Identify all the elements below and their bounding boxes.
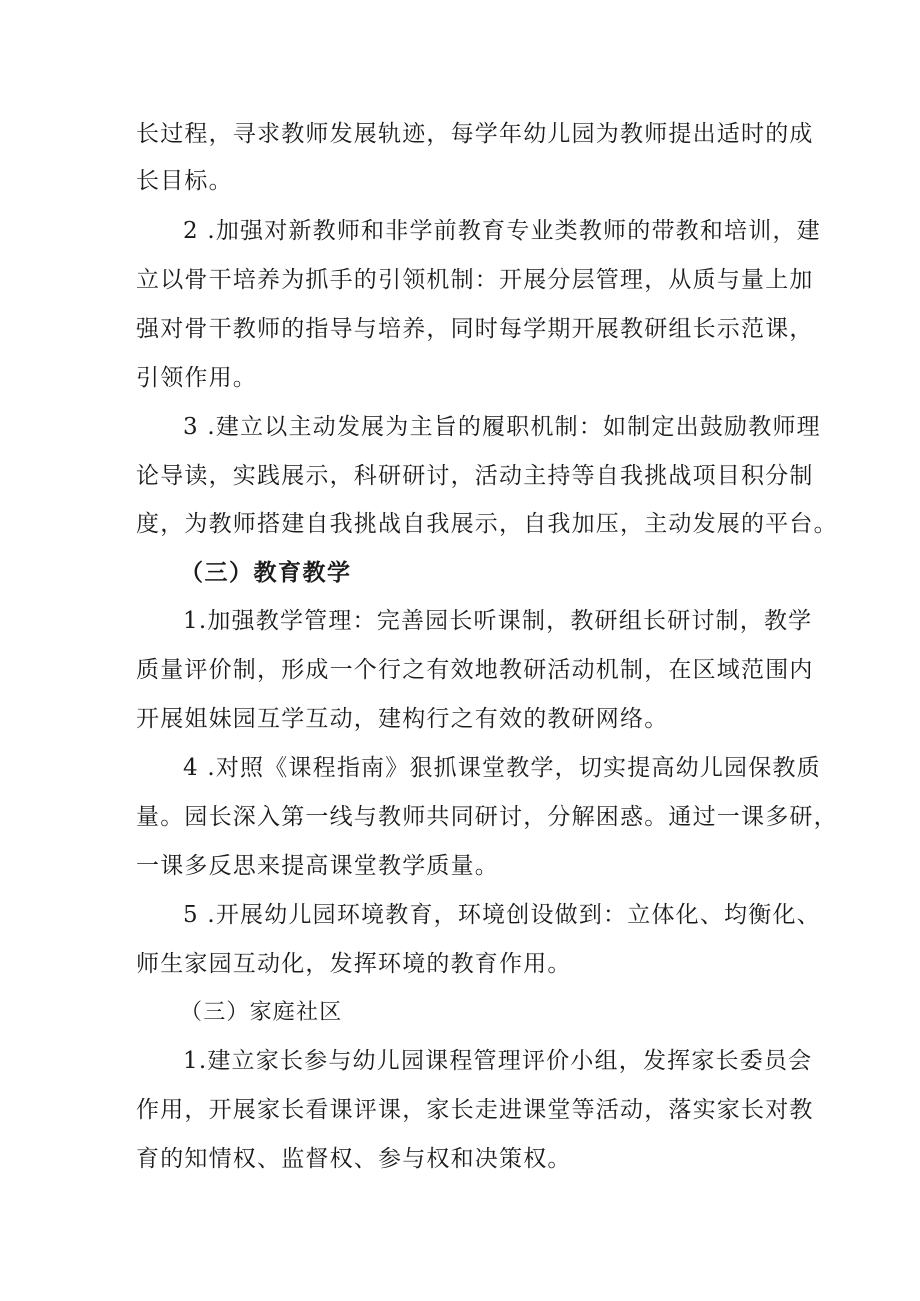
text-line: 1.建立家长参与幼儿园课程管理评价小组，发挥家长委员会 (183, 1048, 813, 1074)
text-line: 2 .加强对新教师和非学前教育专业类教师的带教和培训，建 (183, 218, 821, 244)
text-line: 长过程，寻求教师发展轨迹，每学年幼儿园为教师提出适时的成 (136, 121, 814, 147)
text-line: 量。园长深入第一线与教师共同研讨，分解困惑。通过一课多研， (136, 804, 838, 830)
text-line: 立以骨干培养为抓手的引领机制：开展分层管理，从质与量上加 (136, 267, 814, 293)
text-line: 4 .对照《课程指南》狠抓课堂教学，切实提高幼儿园保教质 (183, 755, 821, 781)
text-line: 度，为教师搭建自我挑战自我展示，自我加压，主动发展的平台。 (136, 511, 838, 537)
text-line: 质量评价制，形成一个行之有效地教研活动机制，在区域范围内 (136, 657, 814, 683)
text-line: 3 .建立以主动发展为主旨的履职机制：如制定出鼓励教师理 (183, 414, 821, 440)
text-line: 长目标。 (136, 168, 233, 194)
text-line: 5 .开展幼儿园环境教育，环境创设做到：立体化、均衡化、 (183, 902, 821, 928)
text-line: 强对骨干教师的指导与培养，同时每学期开展教研组长示范课， (136, 316, 814, 342)
text-line: 论导读，实践展示，科研研讨，活动主持等自我挑战项目积分制 (136, 463, 814, 489)
text-line: 引领作用。 (136, 365, 257, 391)
section-heading: （三）教育教学 (180, 560, 352, 586)
text-line: 作用，开展家长看课评课，家长走进课堂等活动，落实家长对教 (136, 1097, 814, 1123)
text-line: 师生家园互动化，发挥环境的教育作用。 (136, 951, 572, 977)
section-heading: （三）家庭社区 (180, 1000, 343, 1025)
text-line: 1.加强教学管理：完善园长听课制，教研组长研讨制，教学 (183, 608, 813, 634)
text-line: 开展姐妹园互学互动，建构行之有效的教研网络。 (136, 706, 669, 732)
text-line: 育的知情权、监督权、参与权和决策权。 (136, 1146, 572, 1172)
text-line: 一课多反思来提高课堂教学质量。 (136, 853, 499, 879)
